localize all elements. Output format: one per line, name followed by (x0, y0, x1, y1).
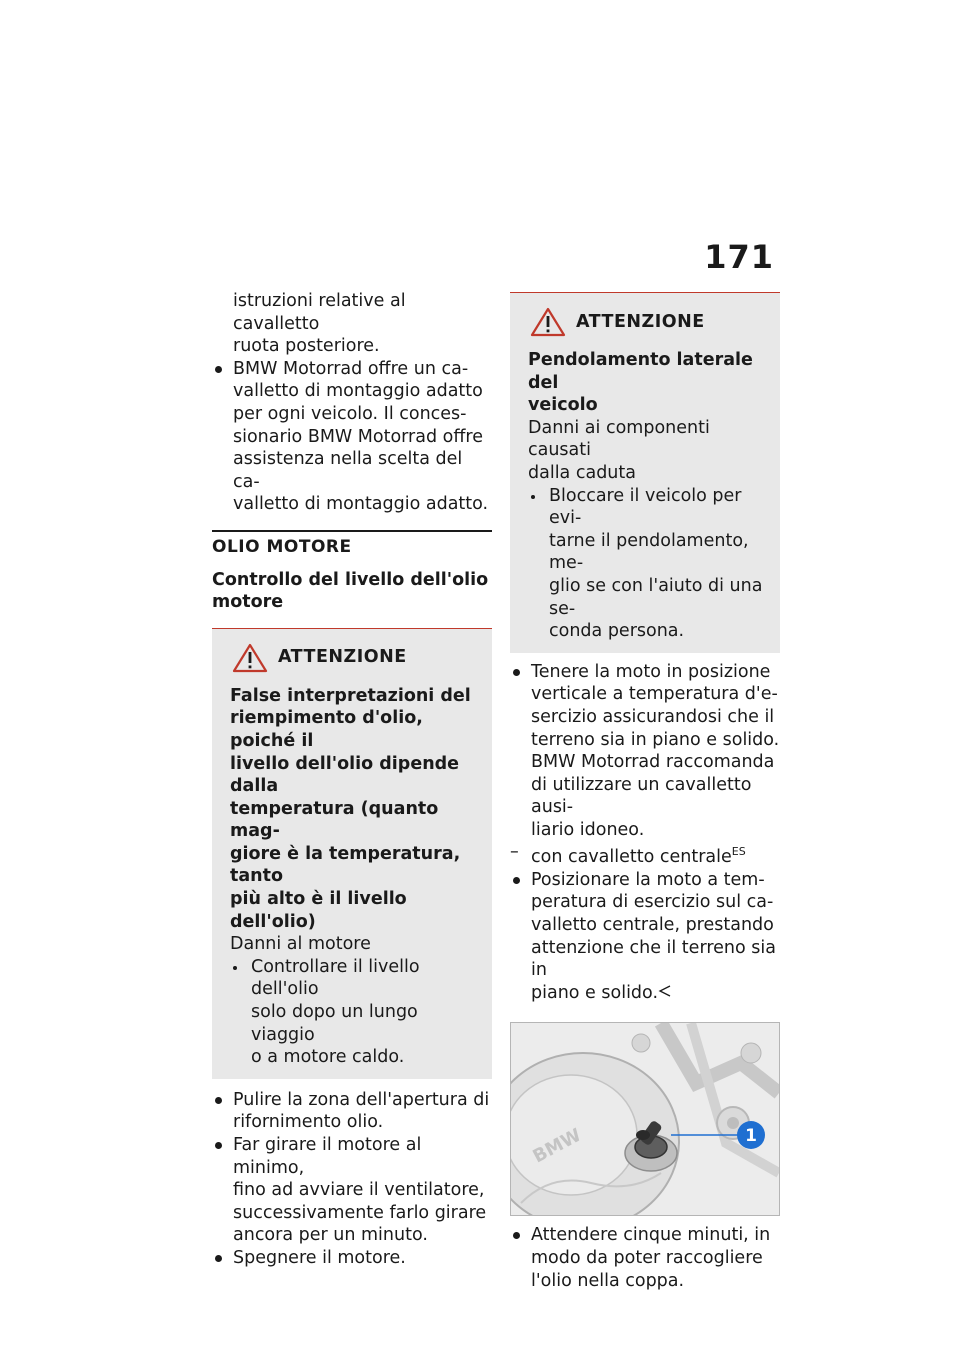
section-title: OLIO MOTORE (212, 530, 492, 559)
text-line: terreno sia in piano e solido. (531, 729, 780, 750)
warning-cause (230, 685, 482, 934)
text-line: Far girare il motore al minimo, (233, 1135, 422, 1178)
list-item (212, 1089, 492, 1134)
warning-cause (528, 349, 770, 417)
bullet-dot (215, 1255, 222, 1262)
text-line: liario idoneo. (531, 819, 645, 840)
intro-text (212, 290, 492, 358)
end-of-section-icon (658, 982, 672, 1005)
text-line: Pendolamento laterale del (528, 350, 753, 393)
text-line: giore è la temperatura, tanto (230, 843, 461, 887)
list-item (510, 1224, 780, 1292)
callout-number: 1 (745, 1126, 757, 1147)
dash-marker: – (510, 842, 519, 863)
section-subtitle (212, 569, 492, 614)
text-line: valletto di montaggio adatto. (233, 494, 489, 515)
list-item (510, 661, 780, 842)
warning-measure (230, 956, 482, 1069)
text-line: BMW Motorrad offre un ca- (233, 358, 469, 379)
text-line: dalla caduta (528, 462, 636, 483)
text-line: False interpretazioni del (230, 685, 471, 706)
text-line: livello dell'olio dipende dalla (230, 753, 460, 797)
text-line: valletto di montaggio adatto (233, 381, 483, 402)
bullet-dot (215, 1097, 222, 1104)
equipment-code: ES (731, 845, 746, 859)
bullet-dot (215, 366, 222, 373)
text-line: conda persona. (549, 621, 685, 642)
text-line: Attendere cinque minuti, in (531, 1225, 771, 1246)
text-line: istruzioni relative al cavalletto (233, 291, 406, 334)
text-line: modo da poter raccogliere (531, 1248, 763, 1269)
condition-line (510, 841, 780, 868)
page-number: 171 (704, 238, 774, 276)
text-line: ruota posteriore. (233, 336, 380, 357)
list-item (212, 1247, 492, 1270)
warning-triangle-icon (232, 643, 268, 673)
text-line: sercizio assicurandosi che il (531, 706, 775, 727)
warning-box (510, 292, 780, 653)
warning-consequence: Danni al motore (230, 934, 371, 955)
bullet-dot (513, 877, 520, 884)
text-line: Spegnere il motore. (233, 1247, 406, 1268)
text-line: peratura di esercizio sul ca- (531, 892, 774, 913)
text-line: verticale a temperatura d'e- (531, 684, 778, 705)
text-line: attenzione che il terreno sia in (531, 937, 776, 981)
bullet-dot (513, 1232, 520, 1239)
text-line: l'olio nella coppa. (531, 1270, 685, 1291)
left-column (212, 290, 492, 1270)
text-line: tarne il pendolamento, me- (549, 530, 749, 574)
text-line: veicolo (528, 395, 598, 416)
text-line: Pulire la zona dell'apertura di (233, 1089, 490, 1110)
engraving-text: BMW (529, 1125, 585, 1168)
right-column (510, 292, 780, 1292)
text-line: glio se con l'aiuto di una se- (549, 575, 763, 619)
text-line: Danni ai componenti causati (528, 417, 710, 461)
warning-consequence (528, 417, 770, 485)
text-line: solo dopo un lungo viaggio (251, 1002, 418, 1045)
list-item (212, 1134, 492, 1247)
text-line: rifornimento olio. (233, 1112, 384, 1133)
list-item (212, 358, 492, 516)
bullet-dot (233, 966, 237, 970)
text-line: riempimento d'olio, poiché il (230, 708, 423, 751)
warning-header (530, 307, 770, 337)
text-line: successivamente farlo girare (233, 1202, 487, 1223)
text-line: piano e solido. (531, 982, 659, 1003)
text-line: fino ad avviare il ventilatore, (233, 1180, 485, 1201)
warning-title: ATTENZIONE (576, 311, 705, 332)
warning-measure (528, 485, 770, 643)
text-line: di utilizzare un cavalletto ausi- (531, 774, 752, 818)
warning-box (212, 628, 492, 1079)
text-line: Tenere la moto in posizione (531, 661, 771, 682)
text-line: Posizionare la moto a tem- (531, 869, 765, 890)
text-line: ancora per un minuto. (233, 1225, 428, 1246)
warning-title: ATTENZIONE (278, 647, 407, 668)
engine-oil-filler-illustration (510, 1022, 780, 1216)
warning-header (232, 643, 482, 673)
text-line: Controllo del livello dell'olio (212, 569, 489, 590)
text-line: motore (212, 592, 284, 613)
bullet-dot (215, 1142, 222, 1149)
text-line: Controllare il livello dell'olio (251, 956, 420, 1000)
bullet-dot (513, 669, 520, 676)
text-line: assistenza nella scelta del ca- (233, 449, 463, 492)
text-line: Bloccare il veicolo per evi- (549, 485, 742, 529)
text-line: temperatura (quanto mag- (230, 798, 439, 842)
text-line: o a motore caldo. (251, 1047, 405, 1068)
text-line: valletto centrale, prestando (531, 915, 774, 936)
text-line: più alto è il livello dell'olio) (230, 889, 407, 932)
condition-text: con cavalletto centrale (531, 847, 732, 868)
text-line: per ogni veicolo. Il conces- (233, 403, 467, 424)
bullet-dot (531, 495, 535, 499)
text-line: sionario BMW Motorrad offre (233, 426, 483, 447)
text-line: BMW Motorrad raccomanda (531, 752, 775, 773)
warning-triangle-icon (530, 307, 566, 337)
list-item (510, 869, 780, 1005)
